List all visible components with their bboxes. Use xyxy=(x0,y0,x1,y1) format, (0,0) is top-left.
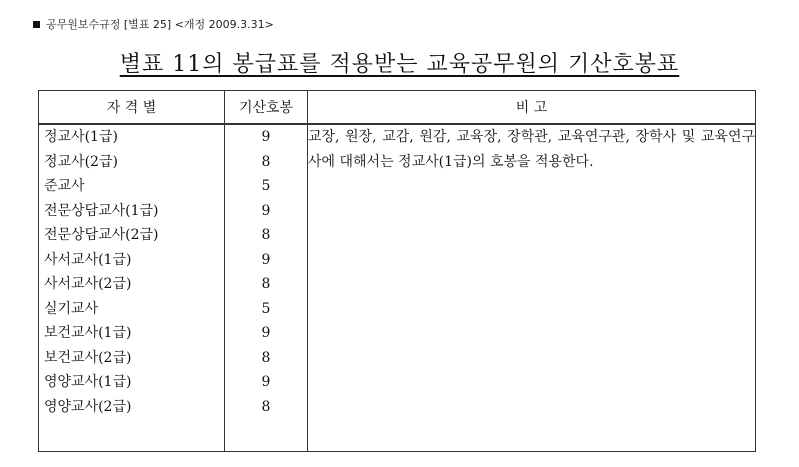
header-starting-step: 기산호봉 xyxy=(225,91,308,125)
qualification-cell: 전문상담교사(1급) xyxy=(44,202,159,219)
qualification-cell: 보건교사(2급) xyxy=(44,349,132,366)
qualification-cell: 사서교사(1급) xyxy=(44,251,132,268)
header-qualification: 자 격 별 xyxy=(39,91,225,125)
starting-step-cell: 9 xyxy=(261,325,271,341)
square-bullet-icon xyxy=(33,21,40,28)
qualification-column xyxy=(39,124,225,452)
table-body-row xyxy=(39,124,756,452)
table-header-row xyxy=(39,91,756,125)
qualification-cell: 정교사(1급) xyxy=(44,129,118,145)
starting-step-cell: 8 xyxy=(261,276,271,292)
qualification-cell: 준교사 xyxy=(44,178,85,194)
starting-step-cell: 8 xyxy=(261,349,271,366)
starting-step-column xyxy=(225,124,308,452)
regulation-reference-text: 공무원보수규정 [별표 25] <개정 2009.3.31> xyxy=(46,18,274,31)
remarks-column xyxy=(308,124,756,452)
starting-step-cell: 8 xyxy=(261,227,271,243)
header-remarks: 비 고 xyxy=(308,91,756,125)
qualification-cell: 전문상담교사(2급) xyxy=(44,227,159,243)
starting-step-cell: 9 xyxy=(261,129,271,145)
qualification-cell: 보건교사(1급) xyxy=(44,325,132,341)
starting-step-cell: 9 xyxy=(261,202,271,219)
qualification-cell: 실기교사 xyxy=(44,300,99,317)
remarks-text: 교장, 원장, 교감, 원감, 교육장, 장학관, 교육연구관, 장학사 및 교육연구사에 대해서는 정교사(1급)의 호봉을 적용한다. xyxy=(308,129,755,170)
starting-step-cell: 9 xyxy=(261,374,271,390)
qualification-cell: 영양교사(2급) xyxy=(44,398,132,415)
starting-step-table xyxy=(38,90,756,452)
starting-step-cell: 8 xyxy=(261,153,271,170)
qualification-cell: 영양교사(1급) xyxy=(44,374,132,390)
starting-step-cell: 5 xyxy=(261,300,271,317)
qualification-cell: 정교사(2급) xyxy=(44,153,118,170)
starting-step-cell: 8 xyxy=(261,398,271,415)
regulation-reference xyxy=(33,16,274,32)
document-title: 별표 11의 봉급표를 적용받는 교육공무원의 기산호봉표 xyxy=(119,52,680,77)
qualification-cell: 사서교사(2급) xyxy=(44,276,132,292)
starting-step-cell: 5 xyxy=(261,178,271,194)
starting-step-cell: 9 xyxy=(261,251,271,268)
